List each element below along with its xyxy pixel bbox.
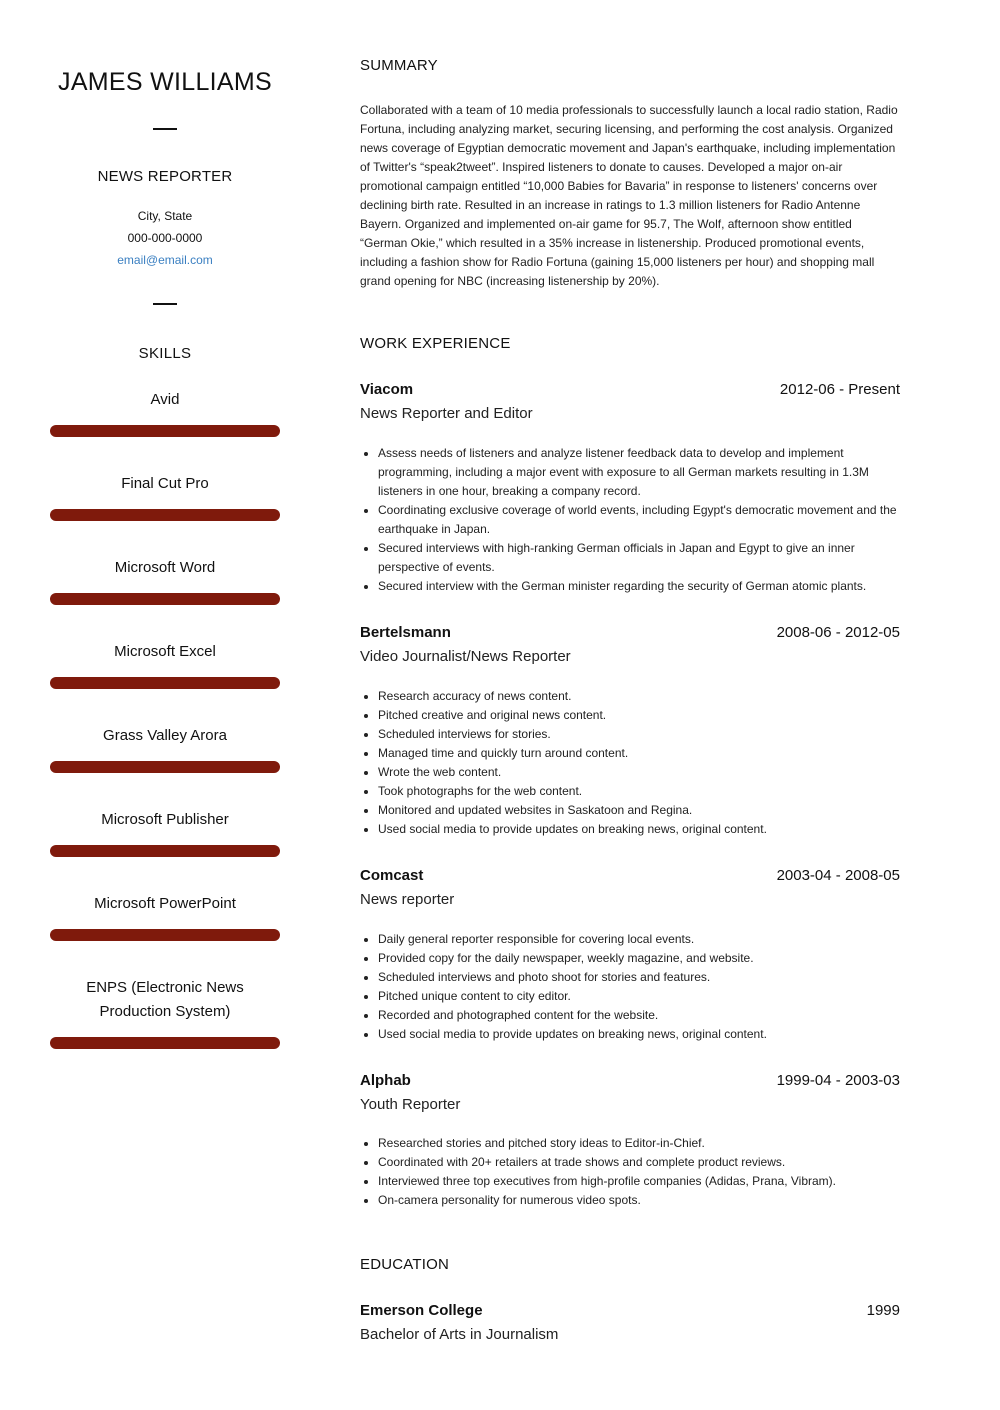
- job-role: News Reporter and Editor: [360, 405, 533, 422]
- company-name: Viacom: [360, 381, 414, 398]
- skill-name: Microsoft Excel: [114, 643, 216, 660]
- list-item: • Recorded and photographed content for the website.: [378, 1006, 900, 1025]
- skill-name: Microsoft PowerPoint: [94, 895, 236, 912]
- list-item: • Monitored and updated websites in Saskatoon and Regina.: [378, 801, 900, 820]
- list-item: • Interviewed three top executives from high-profile companies (Adidas, Prana, Vibram).: [378, 1172, 900, 1191]
- skill-level-bar: [50, 761, 280, 773]
- summary-heading: SUMMARY: [360, 57, 438, 74]
- skill-level-bar: [50, 845, 280, 857]
- skill-name: Avid: [150, 391, 180, 408]
- job-dates: 1999-04 - 2003-03: [776, 1072, 900, 1089]
- skill-name: Microsoft Word: [114, 559, 216, 576]
- candidate-name: JAMES WILLIAMS: [58, 68, 272, 96]
- skill-name: Microsoft Publisher: [101, 811, 229, 828]
- skill-level-bar: [50, 593, 280, 605]
- list-item: • Pitched creative and original news content.: [378, 706, 900, 725]
- list-item: • Researched stories and pitched story ideas to Editor-in-Chief.: [378, 1134, 900, 1153]
- list-item: • Took photographs for the web content.: [378, 782, 900, 801]
- contact-phone: 000-000-0000: [127, 231, 203, 245]
- list-item: • Pitched unique content to city editor.: [378, 987, 900, 1006]
- list-item: • Coordinating exclusive coverage of world events, including Egypt's democratic movement and the earthquake in Japan.: [378, 501, 900, 539]
- company-name: Alphab: [360, 1072, 411, 1089]
- list-item: • Daily general reporter responsible for covering local events.: [378, 930, 900, 949]
- skill-name: Final Cut Pro: [121, 475, 209, 492]
- skill-level-bar: [50, 677, 280, 689]
- job-dates: 2008-06 - 2012-05: [776, 624, 900, 641]
- job-role: Video Journalist/News Reporter: [360, 648, 571, 665]
- school-name: Emerson College: [360, 1302, 483, 1319]
- list-item: • Managed time and quickly turn around content.: [378, 744, 900, 763]
- list-item: • Assess needs of listeners and analyze listener feedback data to develop and implement programming, including a major event with exposure to all German markets resulting in 1.3M listeners in one hour, breaking a company record.: [378, 444, 900, 501]
- degree: Bachelor of Arts in Journalism: [360, 1326, 559, 1343]
- job-role: News reporter: [360, 891, 455, 908]
- list-item: • Secured interviews with high-ranking German officials in Japan and Egypt to give an inner perspective of events.: [378, 539, 900, 577]
- list-item: • Used social media to provide updates on breaking news, original content.: [378, 1025, 900, 1044]
- skills-heading: SKILLS: [138, 345, 192, 362]
- job-dates: 2012-06 - Present: [779, 381, 900, 398]
- job-bullets: [360, 687, 900, 839]
- divider: [153, 128, 177, 130]
- company-name: Comcast: [360, 867, 424, 884]
- list-item: • Secured interview with the German minister regarding the security of German atomic plants.: [378, 577, 900, 596]
- job-bullets: [360, 1134, 900, 1210]
- job-bullets: [360, 444, 900, 596]
- education-heading: EDUCATION: [360, 1256, 450, 1273]
- list-item: • On-camera personality for numerous video spots.: [378, 1191, 900, 1210]
- skill-name: Grass Valley Arora: [103, 727, 227, 744]
- list-item: • Wrote the web content.: [378, 763, 900, 782]
- contact-city: City, State: [137, 209, 193, 223]
- list-item: • Provided copy for the daily newspaper, weekly magazine, and website.: [378, 949, 900, 968]
- job-role: Youth Reporter: [360, 1096, 461, 1113]
- job-title: NEWS REPORTER: [97, 168, 233, 185]
- skill-level-bar: [50, 509, 280, 521]
- skill-level-bar: [50, 1037, 280, 1049]
- list-item: • Scheduled interviews and photo shoot for stories and features.: [378, 968, 900, 987]
- divider: [153, 303, 177, 305]
- skill-level-bar: [50, 425, 280, 437]
- list-item: • Used social media to provide updates on breaking news, original content.: [378, 820, 900, 839]
- list-item: • Coordinated with 20+ retailers at trade shows and complete product reviews.: [378, 1153, 900, 1172]
- contact-email-link[interactable]: email@email.com: [117, 253, 213, 267]
- skill-level-bar: [50, 929, 280, 941]
- company-name: Bertelsmann: [360, 624, 451, 641]
- list-item: • Research accuracy of news content.: [378, 687, 900, 706]
- job-dates: 2003-04 - 2008-05: [776, 867, 900, 884]
- list-item: • Scheduled interviews for stories.: [378, 725, 900, 744]
- summary-text: Collaborated with a team of 10 media professionals to successfully launch a local radio station, Radio Fortuna, including analyzing market, securing licensing, and performing the cost analysis. Organized news coverage of Egyptian democratic movement and Japan's earthquake, including implementation of Twitter's “speak2tweet”. Inspired listeners to donate to causes. Developed a major on-air promotional campaign entitled “10,000 Babies for Bavaria” in response to listeners' concerns over declining birth rate. Resulted in an increase in ratings to 1.3 million listeners for Radio Antenne Bayern. Organized and implemented on-air game for 95.7, The Wolf, afternoon show entitled “German Okie,” which resulted in a 35% increase in listenership. Produced promotional events, including a fashion show for Radio Fortuna (gaining 15,000 listeners per hour) and shopping mall grand opening for NBC (increasing listenership by 20%).: [360, 103, 898, 288]
- graduation-year: 1999: [866, 1302, 900, 1319]
- skill-name: ENPS (Electronic News Production System): [86, 979, 244, 1020]
- work-experience-heading: WORK EXPERIENCE: [360, 335, 511, 352]
- job-bullets: [360, 930, 900, 1044]
